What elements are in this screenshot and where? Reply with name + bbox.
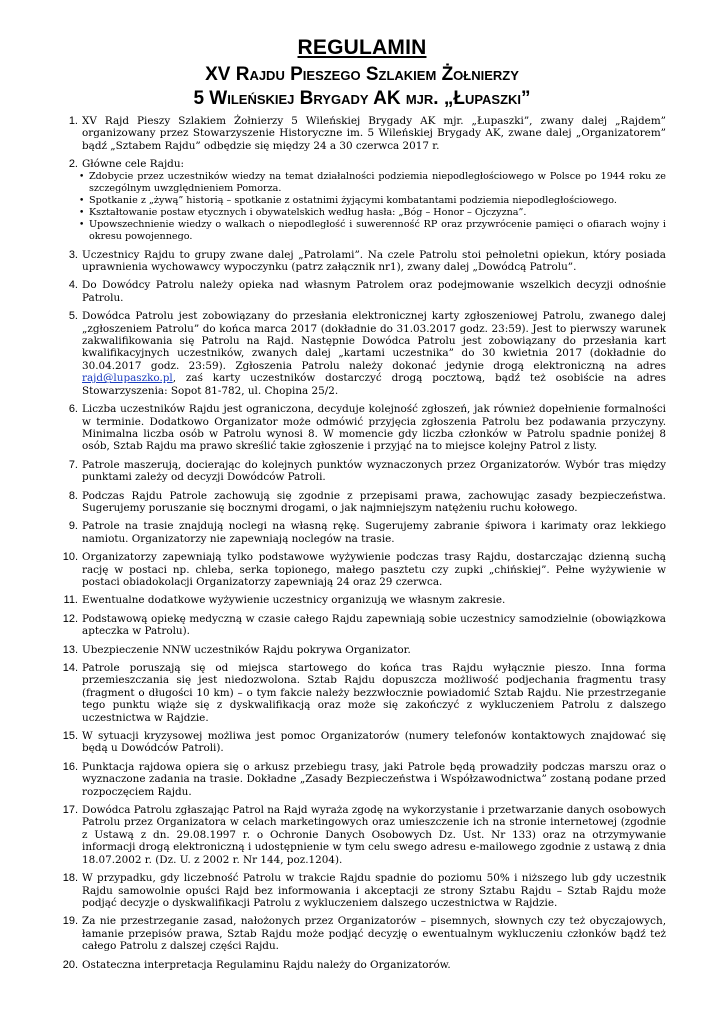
- rule-number: 20.: [62, 958, 78, 971]
- goal-text: Upowszechnienie wiedzy o walkach o niepodległość i suwerenność RP oraz przywrócenie pamięci o ofiarach wojny i okresu powojennego.: [89, 218, 666, 242]
- rule-text: Organizatorzy zapewniają tylko podstawowe wyżywienie podczas trasy Rajdu, dostarczając dzienną suchą rację w postaci np. chleba, serka topionego, małego pasztetu czy zupki „chińskiej”. Pełne wyżywienie w postaci obiadokolacji Organizatorzy zapewniają 24 oraz 29 czerwca.: [82, 551, 666, 588]
- rule-number: 1.: [68, 115, 78, 127]
- rule-5: [68, 310, 666, 397]
- rule-text: Patrole poruszają się od miejsca startowego do końca tras Rajdu wyłącznie pieszo. Inna forma przemieszczania się jest niedozwolona. Sztab Rajdu dopuszcza możliwość podjechania fragmentu trasy (fragment o długości 10 km) – o tym fakcie należy bezzwłocznie powiadomić Sztab Rajdu. Nie przestrzeganie tego punktu wiąże się z dyskwalifikacją oraz może się zakończyć z wykluczeniem Patrolu z dalszego uczestnictwa w Rajdzie.: [82, 662, 666, 724]
- goal-item: [79, 218, 666, 243]
- rule-9: [68, 520, 666, 545]
- rule-text-after: , zaś karty uczestników dostarczyć drogą pocztową, bądź też osobiście na adres Stowarzyszenia: Sopot 81-782, ul. Chopina 25/2.: [82, 372, 666, 397]
- rule-number: 9.: [68, 520, 78, 533]
- email-link[interactable]: rajd@lupaszko.pl: [82, 372, 173, 385]
- bullet-icon: •: [79, 219, 85, 230]
- rule-text: Dowódca Patrolu zgłaszając Patrol na Rajd wyraża zgodę na wykorzystanie i przetwarzanie danych osobowych Patrolu przez Organizatora w celach marketingowych oraz umieszczenie ich na stronie internetowej (zgodnie z Ustawą z dn. 29.08.1997 r. o Ochronie Danych Osobowych Dz. Ust. Nr 133) oraz na otrzymywanie informacji drogą elektroniczną i udostępnienie w tym celu swego adresu e-mailowego zgodnie z ustawą z dnia 18.07.2002 r. (Dz. U. z 2002 r. Nr 144, poz.1204).: [82, 804, 666, 866]
- document-title: REGULAMIN: [297, 36, 427, 59]
- rule-text: Liczba uczestników Rajdu jest ograniczona, decyduje kolejność zgłoszeń, jak również dopełnienie formalności w terminie. Dodatkowo Organizator może odmówić przyjęcia zgłoszenia Patrolu bez podawania przyczyny. Minimalna liczba osób w Patrolu wynosi 8. W momencie gdy liczba członków w Patrolu spadnie poniżej 8 osób, Sztab Rajdu ma prawo skreślić takie zgłoszenie i przyjąć na to miejsce kolejny Patrol z listy.: [82, 403, 666, 453]
- goal-text: Spotkanie z „żywą” historią – spotkanie z ostatnimi żyjącymi kombatantami podziemia niepodległościowego.: [89, 194, 617, 206]
- rule-number: 8.: [68, 489, 78, 502]
- rule-text: Patrole maszerują, docierając do kolejnych punktów wyznaczonych przez Organizatorów. Wybór tras między punktami zależy od decyzji Dowódców Patroli.: [82, 458, 666, 484]
- rule-number: 14.: [62, 662, 78, 674]
- bullet-icon: •: [79, 171, 85, 182]
- rule-15: [62, 730, 666, 755]
- goals-list: [79, 170, 666, 243]
- rule-16: [62, 760, 666, 798]
- rule-number: 6.: [68, 403, 78, 416]
- rule-text: Podczas Rajdu Patrole zachowują się zgodnie z przepisami prawa, zachowując zasady bezpieczeństwa. Sugerujemy poruszanie się bocznymi drogami, o jak najmniejszym natężeniu ruchu kołowego.: [82, 489, 666, 514]
- rule-text: W sytuacji kryzysowej możliwa jest pomoc Organizatorów (numery telefonów kontaktowych znajdować się będą u Dowódców Patroli).: [82, 730, 666, 755]
- rule-11: [63, 594, 666, 607]
- rule-19: [62, 915, 666, 953]
- rule-number: 7.: [68, 458, 78, 471]
- rule-text: Ewentualne dodatkowe wyżywienie uczestnicy organizują we własnym zakresie.: [82, 594, 506, 607]
- bullet-icon: •: [79, 207, 85, 218]
- rule-text: W przypadku, gdy liczebność Patrolu w trakcie Rajdu spadnie do poziomu 50% i niższego lub gdy uczestnik Rajdu samowolnie opuści Rajd bez informowania i akceptacji ze strony Sztabu Rajdu – Sztab Rajdu może podjąć decyzje o dyskwalifikacji Patrolu z wykluczeniem dalszego uczestnictwa w Rajdzie.: [82, 872, 666, 909]
- rule-number: 2.: [68, 158, 78, 171]
- rule-10: [62, 551, 666, 588]
- rule-6: [68, 403, 666, 453]
- rule-text: Punktacja rajdowa opiera się o arkusz przebiegu trasy, jaki Patrole będą prowadziły podczas marszu oraz o wyznaczone zadania na trasie. Dokładne „Zasady Bezpieczeństwa i Współzawodnictwa” zostaną podane przed rozpoczęciem Rajdu.: [82, 760, 666, 798]
- rule-number: 12.: [62, 612, 78, 625]
- rule-12: [62, 612, 666, 638]
- rule-14: [62, 662, 666, 724]
- rule-4: [68, 279, 666, 304]
- rule-number: 11.: [63, 594, 78, 607]
- rule-number: 17.: [62, 804, 78, 817]
- document-subtitle-line2: 5 Wileńskiej Brygady AK mjr. „Łupaszki”: [193, 88, 531, 109]
- rule-18: [62, 872, 666, 909]
- rule-number: 3.: [68, 248, 78, 261]
- rule-number: 13.: [62, 643, 78, 656]
- document-subtitle-line1: XV Rajdu Pieszego Szlakiem Żołnierzy: [205, 64, 519, 85]
- rule-20: [62, 958, 666, 971]
- rule-text: XV Rajd Pieszy Szlakiem Żołnierzy 5 Wileńskiej Brygady AK mjr. „Łupaszki”, zwany dalej „Rajdem” organizowany przez Stowarzyszenie Historyczne im. 5 Wileńskiej Brygady AK, zwane dalej „Organizatorem” bądź „Sztabem Rajdu” odbędzie się między 24 a 30 czerwca 2017 r.: [82, 115, 666, 152]
- goal-item: [79, 206, 666, 219]
- rule-17: [62, 804, 666, 866]
- rule-text: Ubezpieczenie NNW uczestników Rajdu pokrywa Organizator.: [82, 643, 411, 656]
- rule-text: Uczestnicy Rajdu to grupy zwane dalej „Patrolami”. Na czele Patrolu stoi pełnoletni opiekun, który posiada uprawnienia wychowawcy wypoczynku (patrz załącznik nr1), zwany dalej „Dowódcą Patrolu”.: [82, 248, 666, 274]
- goal-item: [79, 194, 666, 207]
- rule-2: [68, 158, 666, 242]
- rule-number: 16.: [62, 760, 78, 773]
- rule-text: Patrole na trasie znajdują noclegi na własną rękę. Sugerujemy zabranie śpiwora i karimaty oraz lekkiego namiotu. Organizatorzy nie zapewniają noclegów na trasie.: [82, 520, 666, 545]
- goal-text: Kształtowanie postaw etycznych i obywatelskich według hasła: „Bóg – Honor – Ojczyzna”.: [89, 206, 527, 218]
- rule-number: 19.: [62, 915, 78, 928]
- goal-text: Zdobycie przez uczestników wiedzy na temat działalności podziemia niepodległościowego w Polsce po 1944 roku ze szczególnym uwzględnieniem Pomorza.: [89, 170, 666, 194]
- rule-number: 15.: [62, 730, 78, 743]
- rule-3: [68, 248, 666, 274]
- bullet-icon: •: [79, 195, 85, 206]
- rule-number: 18.: [62, 872, 78, 885]
- rule-number: 10.: [62, 551, 78, 564]
- rule-number: 5.: [68, 310, 78, 323]
- rule-text-before: Dowódca Patrolu jest zobowiązany do przesłania elektronicznej karty zgłoszeniowej Patrolu, zwanego dalej „zgłoszeniem Patrolu” do końca marca 2017 (dokładnie do 31.03.2017 godz. 23:59). Jest to pierwszy warunek zakwalifikowania się Patrolu na Rajd. Następnie Dowódca Patrolu jest zobowiązany do przesłania kart kwalifikacyjnych uczestników, zwanych dalej „kartami uczestnika” do 30 kwietnia 2017 (dokładnie do 30.04.2017 godz. 23:59). Zgłoszenia Patrolu należy dokonać jedynie drogą elektroniczną na adres: [82, 310, 666, 372]
- goal-item: [79, 170, 666, 195]
- rule-text: Ostateczna interpretacja Regulaminu Rajdu należy do Organizatorów.: [82, 958, 451, 971]
- rule-1: [68, 115, 666, 152]
- rule-text: Podstawową opiekę medyczną w czasie całego Rajdu zapewniają sobie uczestnicy samodzielnie (obowiązkowa apteczka w Patrolu).: [82, 612, 666, 638]
- rule-number: 4.: [68, 279, 78, 292]
- rule-text: Za nie przestrzeganie zasad, nałożonych przez Organizatorów – pisemnych, słownych czy też obyczajowych, łamanie przepisów prawa, Sztab Rajdu może podjąć decyzję o ewentualnym wykluczeniu członków bądź też całego Patrolu z dalszej części Rajdu.: [82, 915, 666, 953]
- rule-7: [68, 458, 666, 484]
- rule-text: Do Dowódcy Patrolu należy opieka nad własnym Patrolem oraz podejmowanie wszelkich decyzji odnośnie Patrolu.: [82, 279, 666, 304]
- rules-list: [62, 115, 666, 977]
- rule-13: [62, 643, 666, 656]
- rule-intro: Główne cele Rajdu:: [82, 158, 185, 171]
- rule-8: [68, 489, 666, 515]
